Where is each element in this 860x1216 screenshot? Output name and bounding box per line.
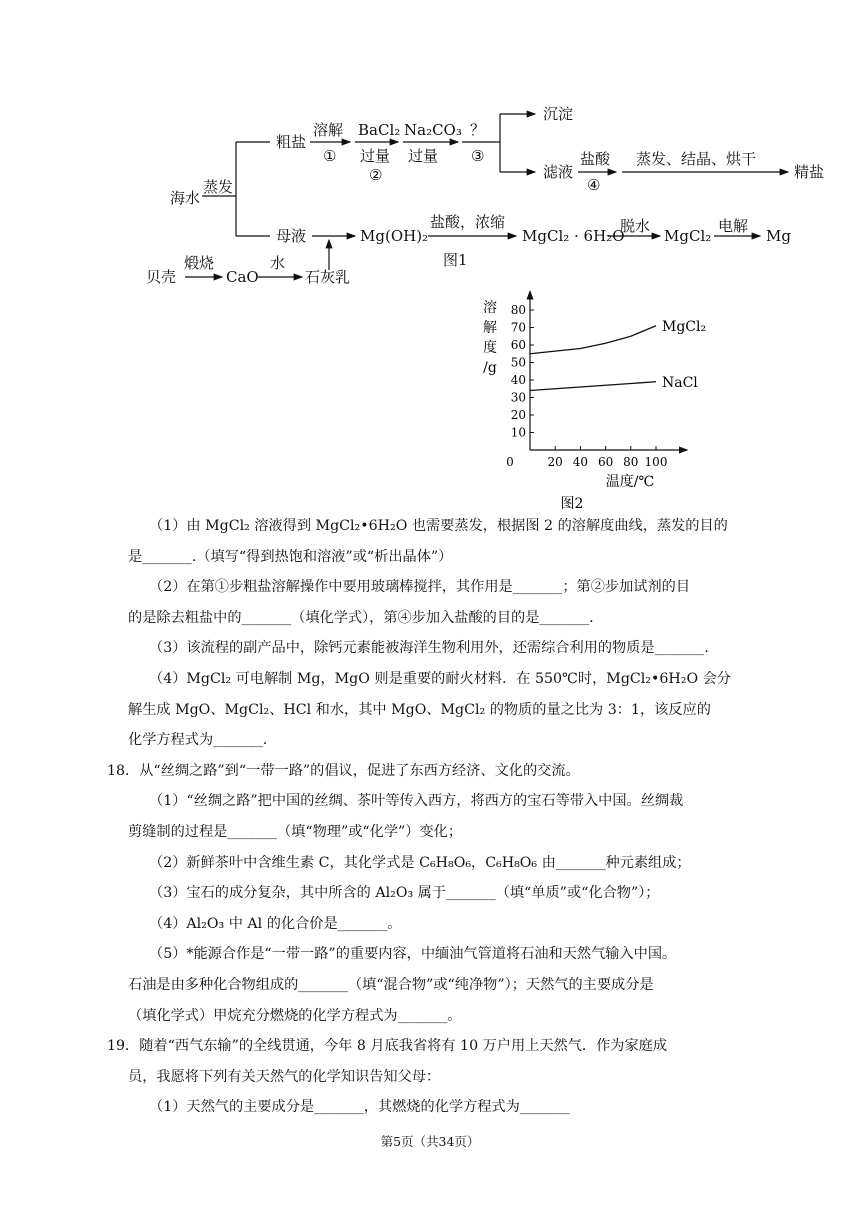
q17-part1-line2: 是_______.（填写“得到热饱和溶液”或“析出晶体”） xyxy=(128,548,453,565)
q17-part4-line3: 化学方程式为_______. xyxy=(128,732,268,749)
q17-part4-line2: 解生成 MgO、MgCl₂、HCl 和水，其中 MgO、MgCl₂ 的物质的量之比为 3：1，该反应的 xyxy=(128,701,711,718)
q19-stem-line2: 员，我愿将下列有关天然气的化学知识告知父母： xyxy=(128,1068,441,1085)
lime-milk-label: 石灰乳 xyxy=(305,268,351,286)
y-axis-label: /g xyxy=(483,360,497,376)
series-line-mgcl2 xyxy=(530,326,656,354)
q18-part5-line3: （填化学式）甲烷充分燃烧的化学方程式为_______。 xyxy=(128,1007,462,1024)
q18-part5-line1: （5）*能源合作是“一带一路”的重要内容，中缅油气管道将石油和天然气输入中国。 xyxy=(149,946,677,963)
question-body xyxy=(107,511,738,1123)
q17-part3: （3）该流程的副产品中，除钙元素能被海洋生物利用外，还需综合利用的物质是_______. xyxy=(149,640,709,657)
evap-cryst-dry-label: 蒸发、结晶、烘干 xyxy=(636,150,757,168)
q17-part2-line1: （2）在第①步粗盐溶解操作中要用玻璃棒搅拌，其作用是_______；第②步加试剂的目 xyxy=(149,579,691,596)
excess-label-a: 过量 xyxy=(360,147,391,165)
y-tick-label: 10 xyxy=(510,425,526,440)
y-tick-label: 30 xyxy=(510,390,526,405)
y-axis-label: 解 xyxy=(483,320,497,336)
q18-part1-line1: （1）“丝绸之路”把中国的丝绸、茶叶等传入西方，将西方的宝石等带入中国。丝绸裁 xyxy=(149,793,684,810)
hcl-label: 盐酸 xyxy=(580,150,611,168)
y-axis-label: 度 xyxy=(483,340,497,356)
q18-part3: （3）宝石的成分复杂，其中所含的 Al₂O₃ 属于_______（填“单质”或“化合物”）； xyxy=(149,885,660,902)
electrolysis-label: 电解 xyxy=(718,217,749,235)
q18-stem: 18．从“丝绸之路”到“一带一路”的倡议，促进了东西方经济、文化的交流。 xyxy=(107,762,580,779)
evaporate-label: 蒸发 xyxy=(203,178,234,196)
step4-label: ④ xyxy=(587,176,601,194)
y-tick-label: 60 xyxy=(510,338,526,352)
q18-part5-line2: 石油是由多种化合物组成的_______（填“混合物”或“纯净物”）；天然气的主要成分是 xyxy=(128,976,654,993)
water-label: 水 xyxy=(270,254,286,272)
x-tick-label: 100 xyxy=(644,455,668,469)
cao-label: CaO xyxy=(226,268,259,286)
calcine-label: 煅烧 xyxy=(184,254,215,272)
hcl-concentrate-label: 盐酸，浓缩 xyxy=(430,213,506,231)
step1-label: ① xyxy=(323,147,337,165)
step3-label: ③ xyxy=(471,147,485,165)
y-tick-label: 20 xyxy=(510,408,526,422)
figure-1-flowchart xyxy=(0,0,860,300)
crude-salt-label: 粗盐 xyxy=(276,133,307,151)
question-label: ？ xyxy=(470,121,486,139)
q18-part1-line2: 剪缝制的过程是_______（填“物理”或“化学”）变化； xyxy=(128,823,463,840)
q18-part4: （4）Al₂O₃ 中 Al 的化合价是_______。 xyxy=(149,915,402,932)
x-tick-label: 80 xyxy=(623,455,639,469)
shell-label: 贝壳 xyxy=(146,268,177,286)
q18-part2: （2）新鲜茶叶中含维生素 C，其化学式是 C₆H₈O₆，C₆H₈O₆ 由_______种元素组成； xyxy=(149,854,691,871)
series-label: NaCl xyxy=(662,374,698,391)
precipitate-label: 沉淀 xyxy=(543,105,574,123)
filtrate-label: 滤液 xyxy=(543,163,574,181)
mgoh2-label: Mg(OH)₂ xyxy=(360,227,429,245)
q19-part1: （1）天然气的主要成分是_______，其燃烧的化学方程式为_______ xyxy=(149,1099,570,1116)
dissolve-label: 溶解 xyxy=(313,121,344,139)
y-axis-label: 溶 xyxy=(483,300,497,316)
figure-1-caption: 图1 xyxy=(443,251,468,269)
dehydrate-label: 脱水 xyxy=(620,217,651,235)
x-tick-label: 20 xyxy=(547,455,563,469)
excess-label-b: 过量 xyxy=(408,147,439,165)
x-axis-label: 温度/℃ xyxy=(605,474,655,490)
step2-label: ② xyxy=(369,166,383,184)
y-tick-label: 70 xyxy=(510,320,526,335)
q17-part4-line1: （4）MgCl₂ 可电解制 Mg，MgO 则是重要的耐火材料．在 550℃时，MgCl₂•6H₂O 会分 xyxy=(149,670,731,687)
q17-part1-line1: （1）由 MgCl₂ 溶液得到 MgCl₂•6H₂O 也需要蒸发，根据图 2 的溶解度曲线，蒸发的目的 xyxy=(149,518,728,534)
refined-salt-label: 精盐 xyxy=(794,163,825,181)
origin-label: 0 xyxy=(506,455,514,469)
na2co3-label: Na₂CO₃ xyxy=(404,121,462,139)
solubility-chart-svg xyxy=(470,280,730,510)
figure-2-caption: 图2 xyxy=(560,496,584,510)
series-label: MgCl₂ xyxy=(662,318,707,335)
y-tick-label: 50 xyxy=(510,355,526,370)
y-tick-label: 80 xyxy=(510,303,526,317)
series-line-nacl xyxy=(530,382,656,391)
y-tick-label: 40 xyxy=(510,373,526,387)
mg-label: Mg xyxy=(766,227,791,245)
figure-2-solubility-chart xyxy=(470,280,730,510)
q17-part2-line2: 的是除去粗盐中的_______（填化学式），第④步加入盐酸的目的是_______. xyxy=(128,609,594,626)
x-tick-label: 40 xyxy=(572,455,589,469)
x-tick-label: 60 xyxy=(597,455,614,469)
bacl2-label: BaCl₂ xyxy=(358,121,401,139)
seawater-label: 海水 xyxy=(170,189,201,207)
page-footer: 第5页（共34页） xyxy=(380,1134,480,1149)
mgcl2-6h2o-label: MgCl₂ · 6H₂O xyxy=(522,227,625,245)
mgcl2-label: MgCl₂ xyxy=(664,227,712,245)
mother-liquor-label: 母液 xyxy=(276,227,307,245)
q19-stem-line1: 19．随着“西气东输”的全线贯通，今年 8 月底我省将有 10 万户用上天然气．作为家庭成 xyxy=(107,1038,668,1055)
